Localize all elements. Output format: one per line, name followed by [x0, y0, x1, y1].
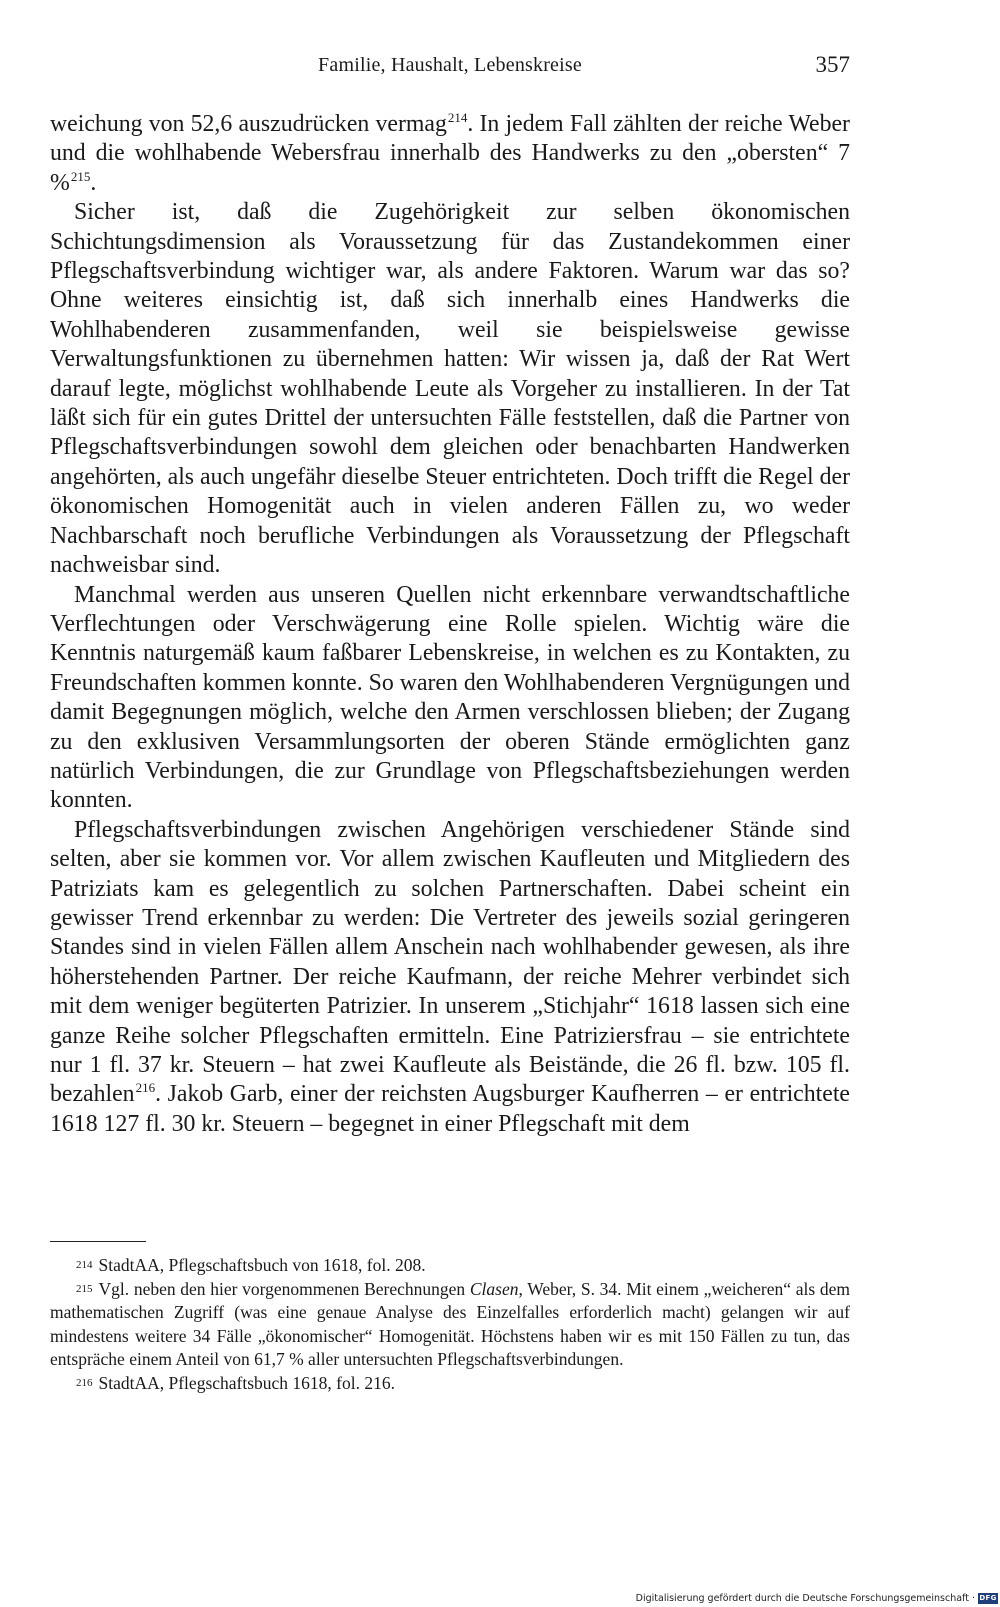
digitization-credit — [636, 1593, 998, 1604]
paragraph-1-text-b: . In jedem Fall zählten der reiche Weber und die wohlhabende Webersfrau innerhalb des Handwerks zu den „obersten“ 7 % — [50, 111, 850, 196]
page-header — [50, 54, 850, 84]
paragraph-4 — [50, 816, 850, 1139]
paragraph-3: Manchmal werden aus unseren Quellen nicht erkennbare verwandtschaftliche Verflechtungen oder Verschwägerung eine Rolle spielen. Wichtig wäre die Kenntnis naturgemäß kaum faßbarer Lebenskreise, in welchen es zu Kontakten, zu Freundschaften kommen konnte. So waren den Wohlhabenderen Vergnügungen und damit Begegnungen möglich, welche den Armen verschlossen blieben; der Zugang zu den exklusiven Versammlungsorten der oberen Stände ermöglichten ganz natürlich Verbindungen, die zur Grundlage von Pflegschaftsbeziehungen werden konnten. — [50, 581, 850, 814]
footnote-216 — [50, 1372, 850, 1396]
paragraph-2: Sicher ist, daß die Zugehörigkeit zur selben ökonomischen Schichtungsdimension als Voraussetzung für das Zustandekommen einer Pflegschaftsverbindung wichtiger war, als andere Faktoren. Warum war das so? Ohne weiteres einsichtig ist, daß sich innerhalb eines Handwerks die Wohlhabenderen zusammenfanden, weil sie beispielsweise gewisse Verwaltungsfunktionen zu übernehmen hatten: Wir wissen ja, daß der Rat Wert darauf legte, möglichst wohlhabende Leute als Vorgeher zu installieren. In der Tat läßt sich für ein gutes Drittel der untersuchten Fälle feststellen, daß die Partner von Pflegschaftsverbindungen sowohl dem gleichen oder benachbarten Handwerken angehörten, als auch ungefähr dieselbe Steuer entrichteten. Doch trifft die Regel der ökonomischen Homogenität auch in vielen anderen Fällen zu, wo weder Nachbarschaft noch berufliche Verbindungen als Voraussetzung der Pflegschaft nachweisbar sind. — [50, 199, 850, 579]
footnote-number: 214 — [76, 1259, 93, 1271]
main-text — [50, 110, 850, 1139]
footnote-215 — [50, 1278, 850, 1372]
footnotes — [50, 1254, 850, 1396]
paragraph-4-text-b: . Jakob Garb, einer der reichsten Augsburger Kaufherren – er entrichtete 1618 127 fl. 30 kr. Steuern – begegnet in einer Pflegschaft mit dem — [50, 1081, 850, 1137]
footnote-author: Clasen — [469, 1278, 519, 1299]
paragraph-4-text-a: Pflegschaftsverbindungen zwischen Angehörigen verschiedener Stände sind selten, aber sie kommen vor. Vor allem zwischen Kaufleuten und Mitgliedern des Patriziats kam es gelegentlich zu solchen Partnerschaften. Dabei scheint ein gewisser Trend erkennbar zu werden: Die Vertreter des jeweils sozial geringeren Standes sind in vielen Fällen allem Anschein nach wohlhabender gewesen, als ihre höherstehenden Partner. Der reiche Kaufmann, der reiche Mehrer verbindet sich mit dem weniger begüterten Patrizier. In unserem „Stichjahr“ 1618 lassen sich eine ganze Reihe solcher Pflegschaften ermitteln. Eine Patriziersfrau – sie entrichtete nur 1 fl. 37 kr. Steuern – hat zwei Kaufleute als Beistände, die 26 fl. bzw. 105 fl. bezahlen — [50, 816, 850, 1108]
book-page — [50, 50, 850, 1550]
footnote-divider — [50, 1241, 146, 1242]
footnote-text-a: Vgl. neben den hier vorgenommenen Berechnungen — [98, 1278, 470, 1299]
credit-text: Digitalisierung gefördert durch die Deutsche Forschungsgemeinschaft · — [635, 1593, 975, 1604]
footnote-number: 215 — [76, 1282, 93, 1295]
footnote-ref-214: 214 — [447, 110, 468, 126]
page-number: 357 — [815, 52, 850, 77]
footnote-text: StadtAA, Pflegschaftsbuch von 1618, fol. 208. — [98, 1255, 426, 1275]
running-head: Familie, Haushalt, Lebenskreise — [318, 54, 582, 76]
paragraph-1-text-c: . — [90, 169, 97, 196]
paragraph-1-text-a: weichung von 52,6 auszudrücken vermag — [50, 111, 447, 137]
footnote-214 — [50, 1254, 850, 1278]
paragraph-1 — [50, 110, 850, 198]
footnote-text: StadtAA, Pflegschaftsbuch 1618, fol. 216. — [98, 1372, 395, 1393]
footnote-ref-215: 215 — [70, 168, 91, 184]
footnote-ref-216: 216 — [135, 1080, 156, 1096]
footnote-text-b: , Weber, S. 34. Mit einem „weicheren“ als dem mathematischen Zugriff (was eine genaue Analyse des Einzelfalles erforderlich macht) gelangen wir auf mindestens weitere 34 Fälle „ökonomischer“ Homogenität. Höchstens haben wir es mit 150 Fällen zu tun, das entspräche einem Anteil von 61,7 % aller untersuchten Pflegschaftsverbindungen. — [50, 1278, 850, 1370]
footnote-number: 216 — [76, 1376, 93, 1389]
dfg-logo-icon: DFG — [979, 1594, 997, 1602]
